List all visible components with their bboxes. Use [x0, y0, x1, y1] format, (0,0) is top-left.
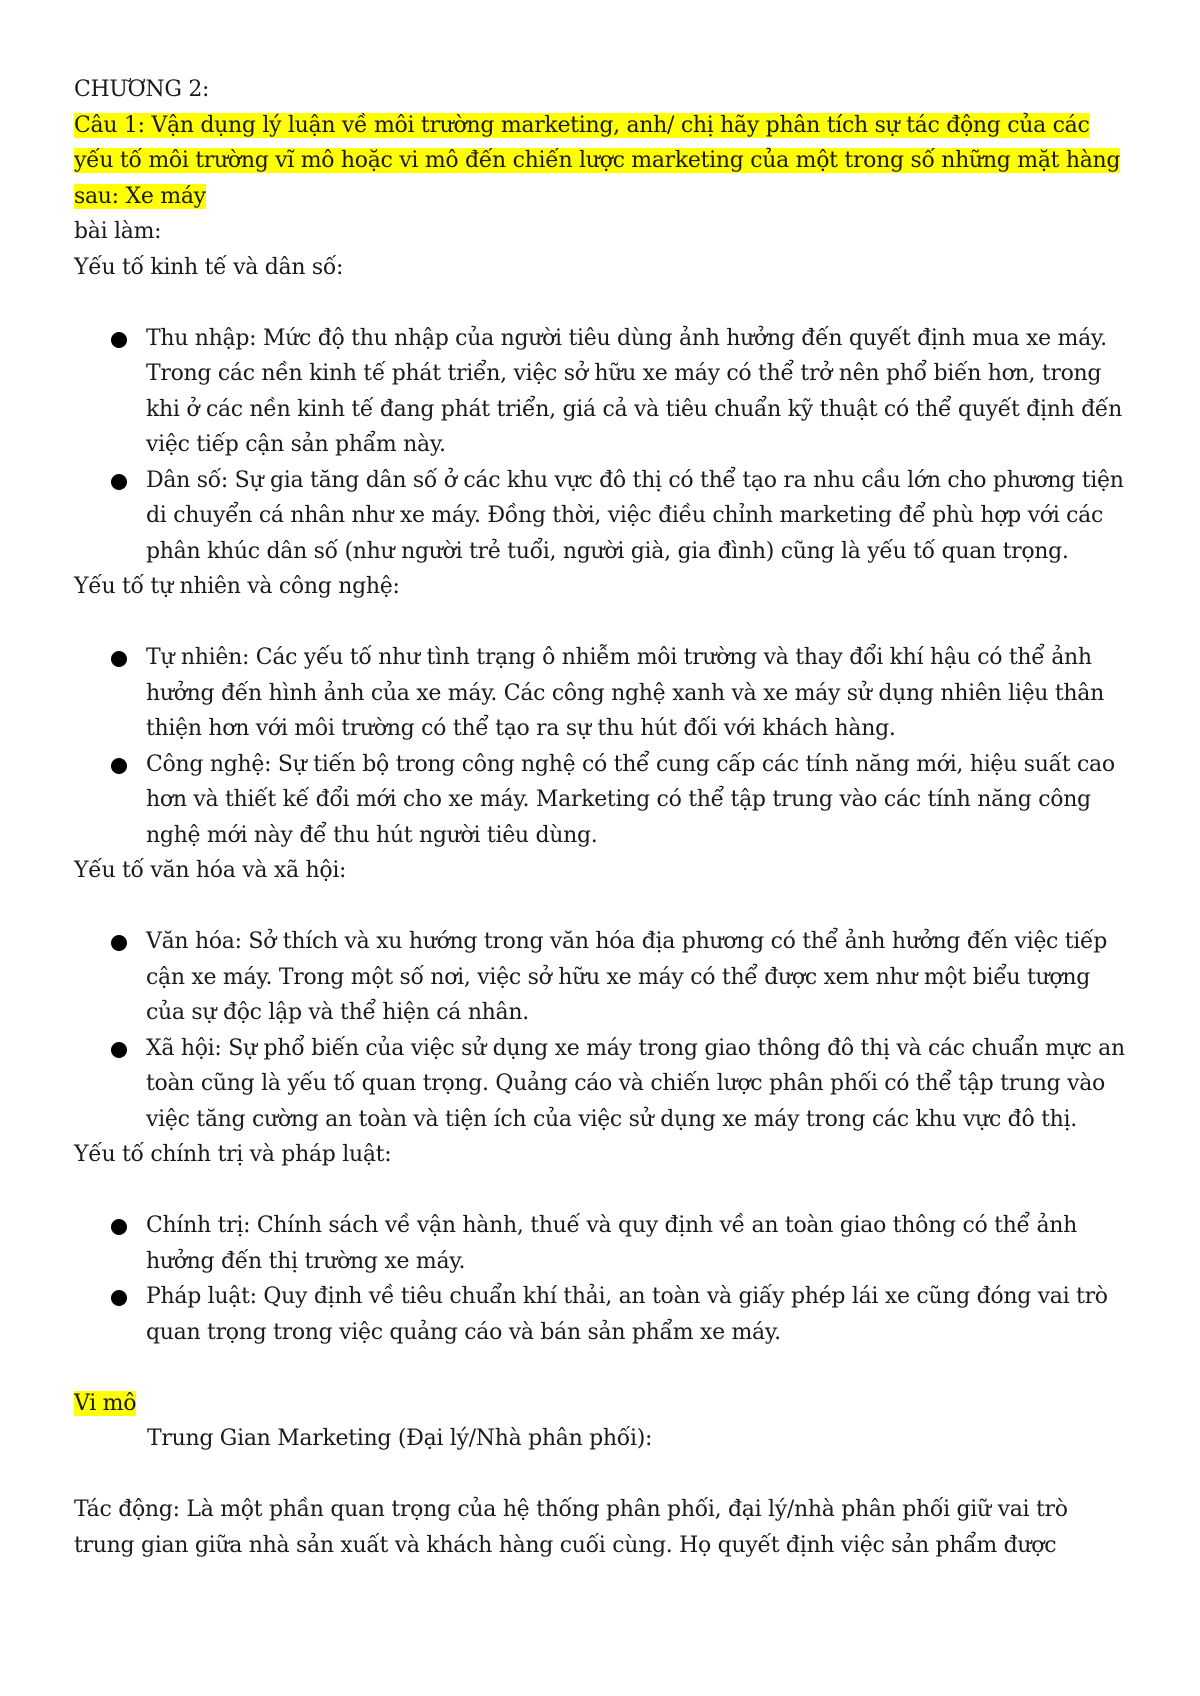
- section-heading-politics-law: Yếu tố chính trị và pháp luật:: [74, 1142, 392, 1167]
- bullet-icon: [111, 935, 127, 951]
- spacer: [74, 605, 1134, 641]
- micro-heading: [74, 1386, 1134, 1422]
- list-item: [74, 321, 1134, 463]
- section-heading-economy: Yếu tố kinh tế và dân số:: [74, 254, 344, 280]
- document-page: [74, 72, 1134, 1563]
- chapter-title: CHƯƠNG 2:: [74, 77, 210, 102]
- list-item-text: Chính trị: Chính sách về vận hành, thuế và quy định về an toàn giao thông có thể ảnh hưởng đến thị trường xe máy.: [146, 1213, 1077, 1274]
- bullet-icon: [111, 1290, 127, 1306]
- section-heading-nature-tech: Yếu tố tự nhiên và công nghệ:: [74, 574, 400, 599]
- answer-label: bài làm:: [74, 219, 162, 244]
- list-item-text: Thu nhập: Mức độ thu nhập của người tiêu dùng ảnh hưởng đến quyết định mua xe máy. Trong các nền kinh tế phát triển, việc sở hữu xe máy có thể trở nên phổ biến hơn, trong khi ở các nền kinh tế đang phát triển, giá cả và tiêu chuẩn kỹ thuật có thể quyết định đến việc tiếp cận sản phẩm này.: [146, 325, 1123, 457]
- bullet-icon: [111, 1042, 127, 1058]
- list-item-text: Tự nhiên: Các yếu tố như tình trạng ô nhiễm môi trường và thay đổi khí hậu có thể ảnh hưởng đến hình ảnh của xe máy. Các công nghệ xanh và xe máy sử dụng nhiên liệu thân thiện hơn với môi trường có thể tạo ra sự thu hút đối với khách hàng.: [146, 645, 1104, 741]
- spacer: [74, 1457, 1134, 1493]
- list-item-text: Văn hóa: Sở thích và xu hướng trong văn hóa địa phương có thể ảnh hưởng đến việc tiếp cận xe máy. Trong một số nơi, việc sở hữu xe máy có thể được xem như một biểu tượng của sự độc lập và thể hiện cá nhân.: [146, 929, 1108, 1025]
- list-item-text: Công nghệ: Sự tiến bộ trong công nghệ có thể cung cấp các tính năng mới, hiệu suất cao hơn và thiết kế đổi mới cho xe máy. Marketing có thể tập trung vào các tính năng công nghệ mới này để thu hút người tiêu dùng.: [146, 751, 1115, 848]
- list-item-text: Dân số: Sự gia tăng dân số ở các khu vực đô thị có thể tạo ra nhu cầu lớn cho phương tiện di chuyển cá nhân như xe máy. Đồng thời, việc điều chỉnh marketing để phù hợp với các phân khúc dân số (như người trẻ tuổi, người già, gia đình) cũng là yếu tố quan trọng.: [146, 467, 1124, 564]
- spacer: [74, 285, 1134, 321]
- list-item: [74, 463, 1134, 570]
- bullet-list-politics-law: [74, 1208, 1134, 1350]
- bullet-list-nature-tech: [74, 640, 1134, 853]
- bullet-icon: [111, 1219, 127, 1235]
- spacer: [74, 889, 1134, 925]
- spacer: [74, 1350, 1134, 1386]
- list-item-text: Xã hội: Sự phổ biến của việc sử dụng xe máy trong giao thông đô thị và các chuẩn mực an toàn cũng là yếu tố quan trọng. Quảng cáo và chiến lược phân phối có thể tập trung vào việc tăng cường an toàn và tiện ích của việc sử dụng xe máy trong các khu vực đô thị.: [146, 1035, 1125, 1132]
- list-item: [74, 924, 1134, 1031]
- list-item: [74, 1031, 1134, 1138]
- question-highlight: Câu 1: Vận dụng lý luận về môi trường marketing, anh/ chị hãy phân tích sự tác động của các yếu tố môi trường vĩ mô hoặc vi mô đến chiến lược marketing của một trong số những mặt hàng sau: Xe máy: [74, 112, 1121, 209]
- bullet-icon: [111, 758, 127, 774]
- list-item-text: Pháp luật: Quy định về tiêu chuẩn khí thải, an toàn và giấy phép lái xe cũng đóng vai trò quan trọng trong việc quảng cáo và bán sản phẩm xe máy.: [146, 1284, 1108, 1345]
- bullet-list-economy: [74, 321, 1134, 570]
- spacer: [74, 1173, 1134, 1209]
- list-item: [74, 1279, 1134, 1350]
- section-heading-culture-society: Yếu tố văn hóa và xã hội:: [74, 858, 347, 883]
- bullet-icon: [111, 651, 127, 667]
- list-item: [74, 1208, 1134, 1279]
- question-text: [74, 108, 1134, 215]
- list-item: [74, 747, 1134, 854]
- impact-paragraph: Tác động: Là một phần quan trọng của hệ thống phân phối, đại lý/nhà phân phối giữ vai trò trung gian giữa nhà sản xuất và khách hàng cuối cùng. Họ quyết định việc sản phẩm được: [74, 1497, 1068, 1558]
- micro-heading-highlight: Vi mô: [74, 1390, 137, 1416]
- list-item: [74, 640, 1134, 747]
- bullet-icon: [111, 332, 127, 348]
- micro-subheading: Trung Gian Marketing (Đại lý/Nhà phân phối):: [147, 1426, 653, 1451]
- bullet-icon: [111, 474, 127, 490]
- bullet-list-culture-society: [74, 924, 1134, 1137]
